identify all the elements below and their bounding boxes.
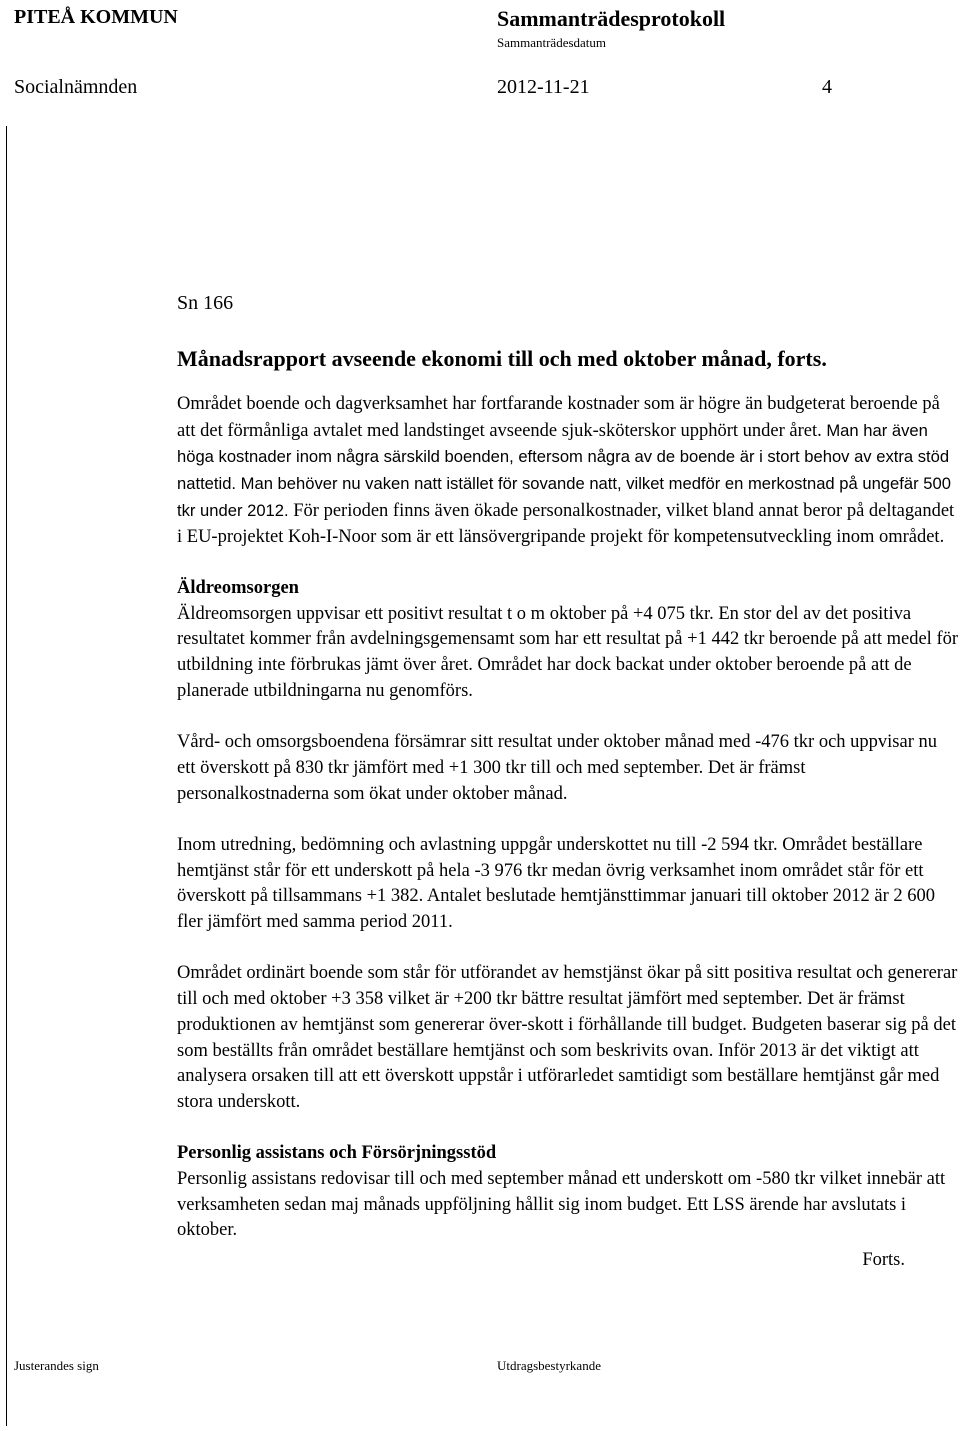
- continued-label: Forts.: [862, 1250, 905, 1271]
- document-body: [177, 290, 959, 1274]
- board-name: Socialnämnden: [14, 76, 138, 98]
- paragraph-boende: [177, 392, 959, 550]
- footer-extract-certification: Utdragsbestyrkande: [497, 1358, 601, 1373]
- section-number: Sn 166: [177, 292, 234, 314]
- paragraph-boende-part3: För perioden finns även ökade personalkostnader, vilket bland annat beror på deltagandet i EU-projektet Koh-I-Noor som är ett länsövergripande projekt för kompetensutveckling inom området.: [177, 500, 955, 547]
- margin-line: [6, 126, 7, 1426]
- meeting-date-label: Sammanträdesdatum: [497, 35, 607, 50]
- paragraph-ordinart-boende: Området ordinärt boende som står för utförandet av hemstjänst ökar på sitt positiva resultat och genererar till och med oktober +3 358 vilket är +200 tkr bättre resultat jämfört med september. Det är främst produktionen av hemtjänst som genererar över-skott i förhållande till budget. Budgeten baserar sig på det som beställts från området beställare hemtjänst och som beskrivits ovan. Inför 2013 är det viktigt att analysera orsaken till att ett överskott uppstår i utförarledet samtidigt som beställare hemtjänst går med stora underskott.: [177, 963, 958, 1112]
- paragraph-aldreomsorgen: Äldreomsorgen uppvisar ett positivt resultat t o m oktober på +4 075 tkr. En stor del av det positiva resultatet kommer från avdelningsgemensamt som har ett resultat på +1 442 tkr beroende på att medel för utbildning inte förbrukas jämt över året. Området har dock backat under oktober beroende på att de planerade utbildningarna nu genomförs.: [177, 603, 959, 701]
- document-type: Sammanträdesprotokoll: [497, 6, 726, 31]
- paragraph-boende-part2: Man har även höga kostnader inom några särskild boenden, eftersom några av de boende är i stort behov av extra stöd nattetid. Man behöver nu vaken natt istället för sovande natt, vilket medför en merkostnad på ungefär 500 tkr under 2012.: [177, 420, 951, 520]
- heading-personlig-assistans: Personlig assistans och Försörjningsstöd: [177, 1143, 497, 1164]
- section-title: Månadsrapport avseende ekonomi till och med oktober månad, forts.: [177, 346, 827, 371]
- meeting-date: 2012-11-21: [497, 76, 590, 98]
- paragraph-utredning: Inom utredning, bedömning och avlastning uppgår underskottet nu till -2 594 tkr. Området beställare hemtjänst står för ett underskott på hela -3 976 tkr medan övrig verksamhet inom området står för ett överskott på tillsammans +1 382. Antalet beslutade hemtjänsttimmar januari till oktober 2012 är 2 600 fler jämfört med samma period 2011.: [177, 834, 935, 933]
- paragraph-vard-omsorg: Vård- och omsorgsboendena försämrar sitt resultat under oktober månad med -476 tkr och uppvisar nu ett överskott på 830 tkr jämfört med +1 300 tkr till och med september. Det är främst personalkostnaderna som ökat under oktober månad.: [177, 732, 938, 804]
- heading-aldreomsorgen: Äldreomsorgen: [177, 577, 299, 598]
- page-number: 4: [822, 76, 832, 98]
- organization-name: PITEÅ KOMMUN: [14, 6, 178, 28]
- footer-adjuster-signature: Justerandes sign: [14, 1358, 99, 1373]
- paragraph-personlig-assistans: Personlig assistans redovisar till och med september månad ett underskott om -580 tkr vilket innebär att verksamheten sedan maj månads uppföljning hållit sig inom budget. Ett LSS ärende har avslutats i oktober.: [177, 1169, 946, 1241]
- paragraph-boende-part1: Området boende och dagverksamhet har fortfarande kostnader som är högre än budgeterat beroende på att det förmånliga avtalet med landstinget avseende sjuk-sköterskor upphört under året.: [177, 394, 940, 441]
